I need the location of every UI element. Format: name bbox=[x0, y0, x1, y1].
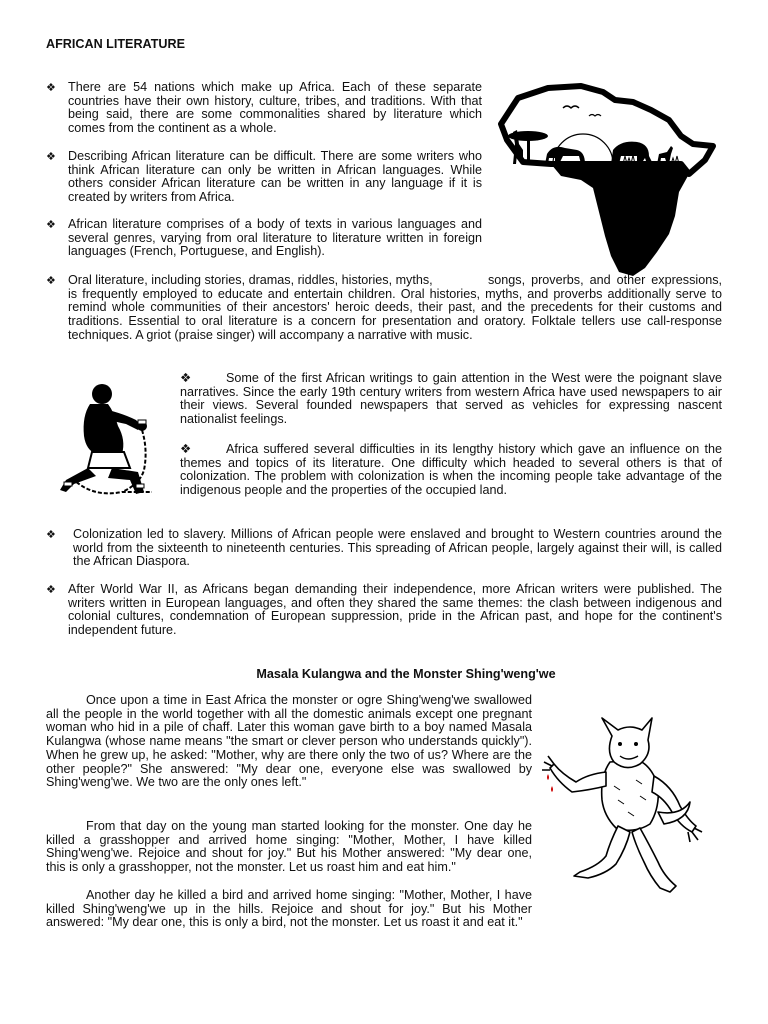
story-paragraph-3: Another day he killed a bird and arrived home singing: "Mother, Mother, I have killed Shing'weng'we up in the hills. Rejoice and shout for joy." But his Mother answered: "My dear one, this is only a bird, not the monster. Let us roast it and eat it." bbox=[46, 888, 532, 930]
bullet-icon: ❖ bbox=[46, 584, 56, 596]
oral-literature-rest: songs, proverbs, and other expressions, is frequently employed to educate and entertain children. Oral histories, myths, and proverbs additionally serve to remind whole communities of their ancestors' heroic deeds, their past, and the precedents for their customs and traditions. Essential to oral literature is a concern for presentation and oratory. Folktale tellers use call-response techniques. A griot (praise singer) will accompany a narrative with music. bbox=[68, 273, 723, 342]
paragraph-oral-literature-body bbox=[68, 274, 722, 343]
paragraph-slavery: Colonization led to slavery. Millions of African people were enslaved and brought to Western countries around the world from the sixteenth to nineteenth centuries. This spreading of African people, largely against their will, is called the African Diaspora. bbox=[73, 527, 722, 569]
bullet-icon: ❖ bbox=[46, 82, 56, 94]
bullet-icon: ❖ bbox=[46, 151, 56, 163]
bullet-icon: ❖ bbox=[46, 275, 56, 287]
paragraph-comprises: African literature comprises of a body of texts in various languages and several genres, varying from oral literature to literature written in foreign languages (French, Portuguese, and English). bbox=[68, 217, 482, 259]
bullet-icon: ❖ bbox=[46, 219, 56, 231]
bullet-icon: ❖ bbox=[180, 371, 192, 385]
page-title: AFRICAN LITERATURE bbox=[46, 37, 185, 51]
paragraph-nations: There are 54 nations which make up Africa. Each of these separate countries have their own history, culture, tribes, and traditions. With that being said, there are some commonalities shared by literature which comes from the continent as a whole. bbox=[68, 80, 482, 136]
paragraph-describing: Describing African literature can be difficult. There are some writers who think African literature can only be written in African languages. While others consider African literature can be written in any language if it is created by writers from Africa. bbox=[68, 149, 482, 205]
paragraph-world-war: After World War II, as Africans began demanding their independence, more African writers were published. The writers written in European languages, and often they shared the same themes: the clash between indigenous and colonial cultures, condemnation of European suppression, pride in the African past, and hope for the continent's independent future. bbox=[68, 582, 722, 638]
paragraph-slave-narratives bbox=[180, 372, 722, 427]
story-title: Masala Kulangwa and the Monster Shing'weng'we bbox=[256, 667, 556, 681]
colonization-difficulties-text: Africa suffered several difficulties in its lengthy history which gave an influence on the themes and topics of its literature. One difficulty which headed to several others is that of colonization. The problem with colonization is when the incoming people take advantage of the indigenous people and the properties of the occupied land. bbox=[180, 442, 722, 498]
story-paragraph-1: Once upon a time in East Africa the monster or ogre Shing'weng'we swallowed all the people in the world together with all the domestic animals except one pregnant woman who hid in a pile of chaff. Later this woman gave birth to a boy named Masala Kulangwa (whose name means "the smart or clever person who understands quickly"). When he grew up, he asked: "Mother, why are there only the two of us? Where are the other people?" She answered: "My dear one, everyone else was swallowed by Shing'weng'we. We two are the only ones left." bbox=[46, 693, 532, 790]
story-paragraph-2: From that day on the young man started looking for the monster. One day he killed a grasshopper and arrived home singing: "Mother, Mother, I have killed Shing'weng'we. Rejoice and shout for joy." But his Mother answered: "My dear one, this is only a grasshopper, not the monster. Let us roast him and eat him." bbox=[46, 819, 532, 875]
slave-narratives-text: Some of the first African writings to gain attention in the West were the poignant slave narratives. Since the early 19th century writers from western Africa have used newspapers to air their views. Several founded newspapers that served as vehicles for expressing nascent nationalist feelings. bbox=[180, 371, 722, 427]
monster-illustration bbox=[540, 716, 720, 898]
paragraph-colonization-difficulties bbox=[180, 443, 722, 498]
enslaved-man-illustration bbox=[52, 380, 160, 506]
bullet-icon: ❖ bbox=[46, 529, 56, 541]
africa-map-illustration bbox=[493, 80, 723, 282]
oral-literature-first-line: Oral literature, including stories, dramas, riddles, histories, myths, bbox=[68, 273, 433, 287]
bullet-icon: ❖ bbox=[180, 442, 192, 456]
